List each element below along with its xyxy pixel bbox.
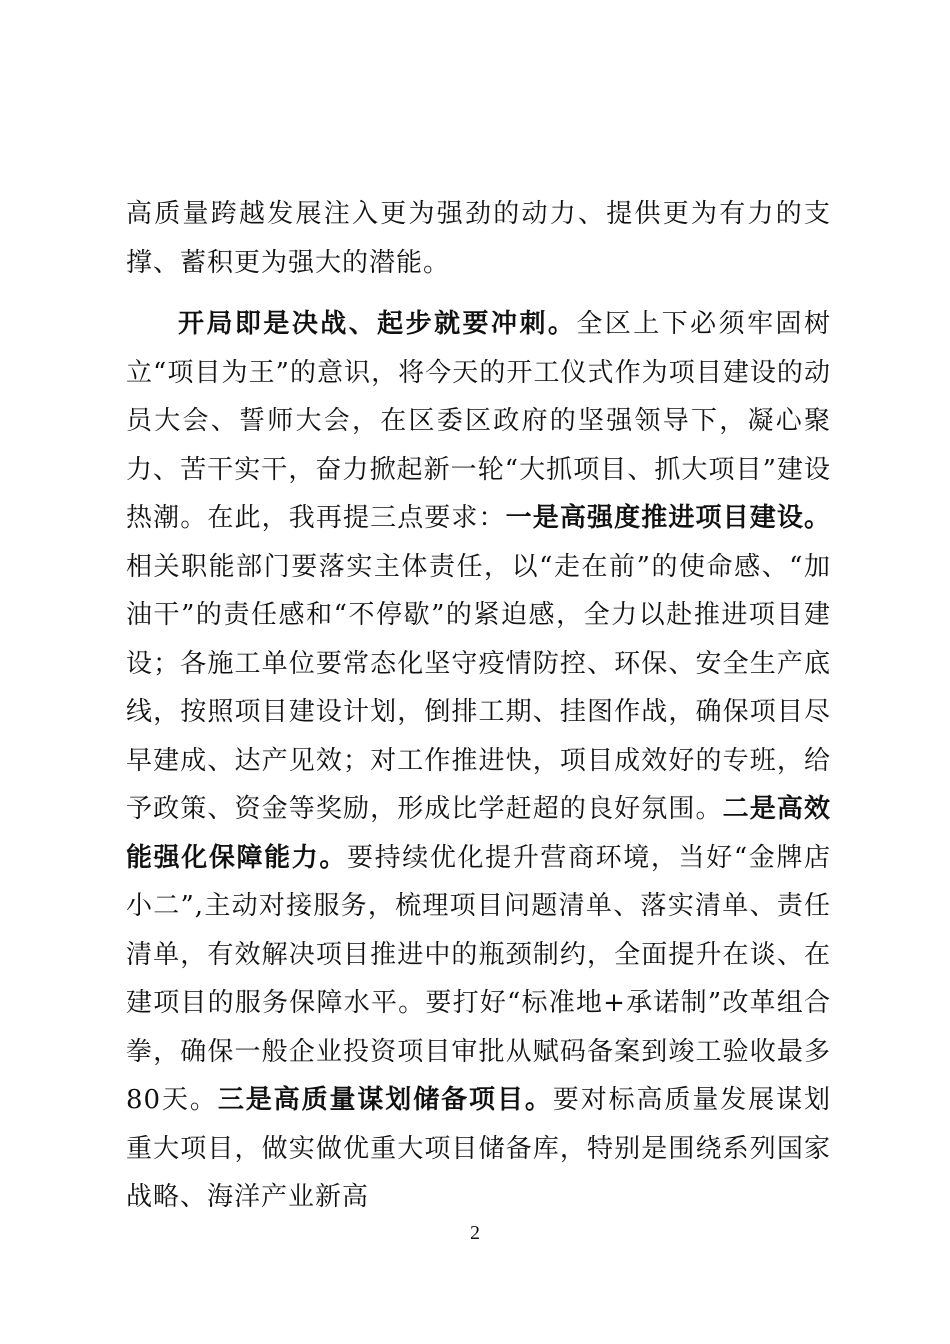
point-heading-2: 二是高效能强化保障能力。 — [126, 794, 831, 873]
point-text-1: 相关职能部门要落实主体责任，以“走在前”的使命感、“加油干”的责任感和“不停歇”的紧迫感，全力以赴推进项目建设；各施工单位要常态化坚守疫情防控、环保、安全生产底线，按照项目建设计划，倒排工期、挂图作战，确保项目尽早建成、达产见效；对工作推进快，项目成效好的专班，给予政策、资金等奖励，形成比学赶超的良好氛围。 — [126, 551, 831, 824]
section-heading: 开局即是决战、起步就要冲刺。 — [178, 309, 577, 339]
paragraph-text: 高质量跨越发展注入更为强劲的动力、提供更为有力的支撑、蓄积更为强大的潜能。 — [126, 199, 831, 278]
paragraph-requirements — [126, 300, 831, 1222]
point-text-2: 要持续优化提升营商环境，当好“金牌店小二”,主动对接服务，梳理项目问题清单、落实清单、责任清单，有效解决项目推进中的瓶颈制约，全面提升在谈、在建项目的服务保障水平。要打好“标准地+承诺制”改革组合拳，确保一般企业投资项目审批从赋码备案到竣工验收最多80天。 — [126, 842, 831, 1115]
point-heading-1: 一是高强度推进项目建设。 — [505, 503, 831, 533]
paragraph-intro: 全区上下必须牢固树立“项目为王”的意识，将今天的开工仪式作为项目建设的动员大会、誓师大会，在区委区政府的坚强领导下，凝心聚力、苦干实干，奋力掀起新一轮“大抓项目、抓大项目”建设热潮。在此，我再提三点要求： — [126, 309, 831, 533]
point-heading-3: 三是高质量谋划储备项目。 — [217, 1085, 553, 1115]
paragraph-continuation — [126, 190, 831, 287]
point-text-3: 要对标高质量发展谋划重大项目，做实做优重大项目储备库，特别是围绕系列国家战略、海洋产业新高 — [126, 1085, 831, 1212]
document-body — [126, 190, 831, 1222]
page-number: 2 — [470, 1222, 480, 1244]
